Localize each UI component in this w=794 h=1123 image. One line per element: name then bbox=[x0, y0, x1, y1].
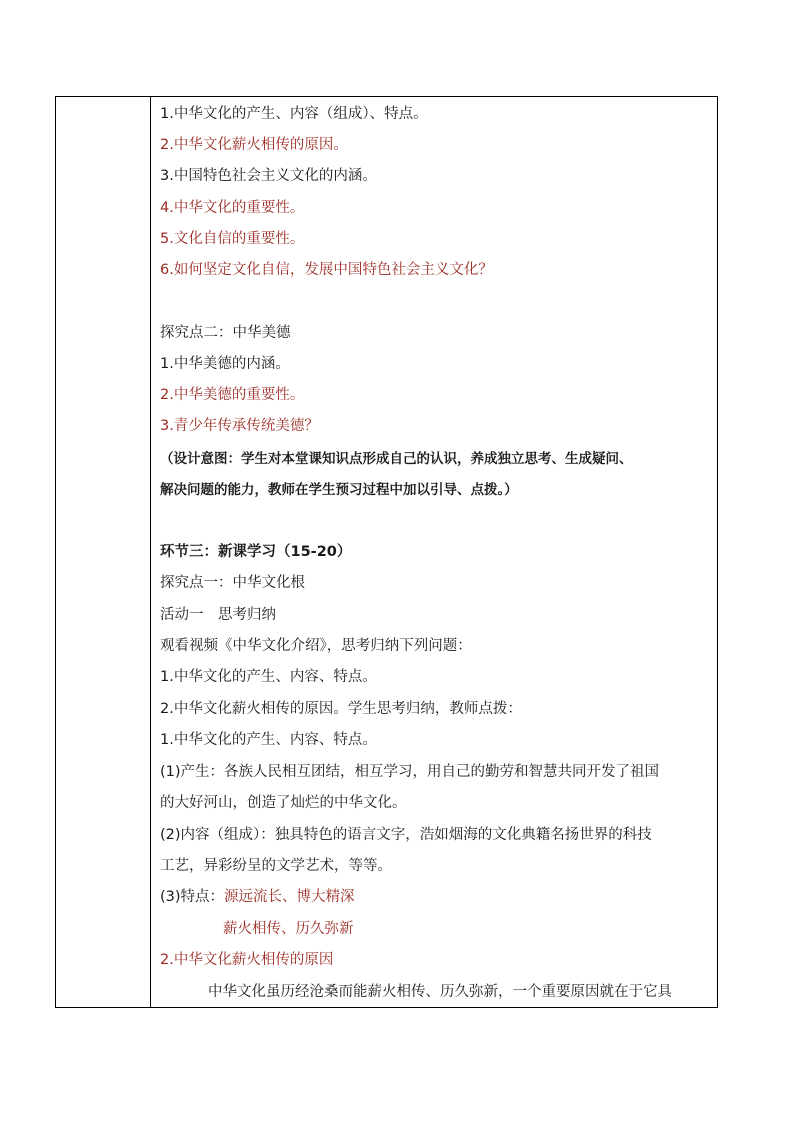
text-line: 的大好河山，创造了灿烂的中华文化。 bbox=[160, 795, 407, 811]
text-line: 6.如何坚定文化自信，发展中国特色社会主义文化？ bbox=[160, 262, 493, 278]
text-line: 工艺，异彩纷呈的文学艺术，等等。 bbox=[160, 858, 392, 874]
text-line: 4.中华文化的重要性。 bbox=[160, 200, 305, 216]
text-line: 探究点一：中华文化根 bbox=[160, 575, 305, 591]
text-line: 1.中华文化的产生、内容（组成）、特点。 bbox=[160, 106, 428, 122]
text-line: 2.中华文化薪火相传的原因 bbox=[160, 952, 334, 968]
column-divider bbox=[150, 97, 151, 1007]
text-line: 5.文化自信的重要性。 bbox=[160, 231, 305, 247]
text-line: 2.中华文化薪火相传的原因。 bbox=[160, 137, 348, 153]
text-line: 1.中华文化的产生、内容、特点。 bbox=[160, 732, 377, 748]
section-heading: 探究点二：中华美德 bbox=[160, 325, 291, 341]
text-line: 2.中华美德的重要性。 bbox=[160, 387, 305, 403]
feature-value: 源远流长、博大精深 bbox=[224, 889, 355, 905]
text-line: 观看视频《中华文化介绍》，思考归纳下列问题： bbox=[160, 638, 472, 654]
text-line bbox=[160, 888, 355, 906]
text-line: 3.中国特色社会主义文化的内涵。 bbox=[160, 168, 377, 184]
text-line: 3.青少年传承传统美德？ bbox=[160, 418, 319, 434]
text-line: 中华文化虽历经沧桑而能薪火相传、历久弥新，一个重要原因就在于它具 bbox=[208, 984, 672, 1000]
design-intent-note: 解决问题的能力，教师在学生预习过程中加以引导、点拨。） bbox=[160, 482, 518, 498]
text-line: (1)产生：各族人民相互团结，相互学习，用自己的勤劳和智慧共同开发了祖国 bbox=[160, 764, 660, 780]
lesson-table bbox=[55, 96, 718, 1008]
feature-label: (3)特点： bbox=[160, 889, 225, 905]
text-line: 活动一 思考归纳 bbox=[160, 607, 276, 623]
text-line: 1.中华美德的内涵。 bbox=[160, 356, 290, 372]
text-line: 2.中华文化薪火相传的原因。学生思考归纳，教师点拨： bbox=[160, 701, 522, 717]
design-intent-note: （设计意图：学生对本堂课知识点形成自己的认识，养成独立思考、生成疑问、 bbox=[160, 451, 633, 467]
feature-value: 薪火相传、历久弥新 bbox=[223, 921, 354, 937]
text-line: 1.中华文化的产生、内容、特点。 bbox=[160, 669, 377, 685]
section-heading: 环节三：新课学习（15-20） bbox=[160, 544, 352, 560]
text-line: (2)内容（组成）：独具特色的语言文字，浩如烟海的文化典籍名扬世界的科技 bbox=[160, 827, 652, 843]
